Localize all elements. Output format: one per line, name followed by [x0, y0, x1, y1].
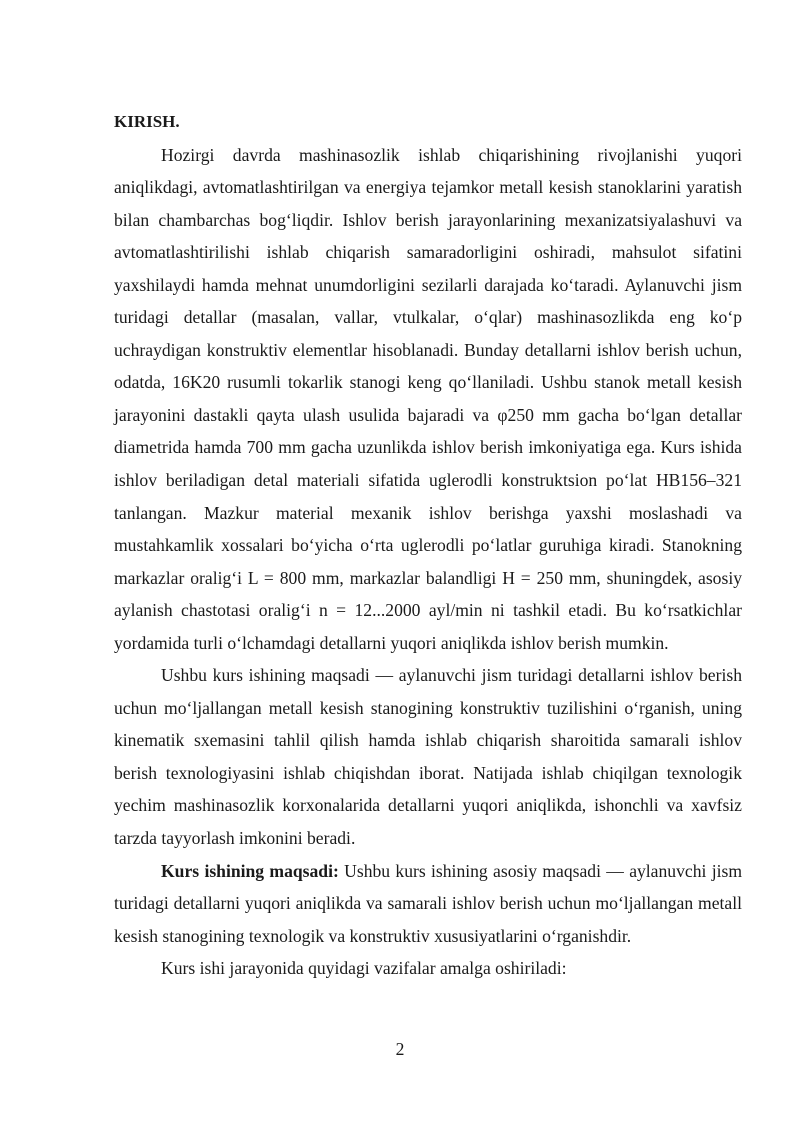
intro-paragraph: Hozirgi davrda mashinasozlik ishlab chiqarishining rivojlanishi yuqori aniqlikdagi, avtomatlashtirilgan va energiya tejamkor metall kesish stanoklarini yaratish bilan chambarchas bog‘liqdir. Ishlov berish jarayonlarining mexanizatsiyalashuvi va avtomatlashtirilishi ishlab chiqarish samaradorligini oshiradi, mahsulot sifatini yaxshilaydi hamda mehnat unumdorligini sezilarli darajada ko‘taradi. Aylanuvchi jism turidagi detallar (masalan, vallar, vtulkalar, o‘qlar) mashinasozlikda eng ko‘p uchraydigan konstruktiv elementlar hisoblanadi. Bunday detallarni ishlov berish uchun, odatda, 16K20 rusumli tokarlik stanogi keng qo‘llaniladi. Ushbu stanok metall kesish jarayonini dastakli qayta ulash usulida bajaradi va φ250 mm gacha bo‘lgan detallar diametrida hamda 700 mm gacha uzunlikda ishlov berish imkoniyatiga ega. Kurs ishida ishlov beriladigan detal materiali sifatida uglerodli konstruktsion po‘lat HB156–321 tanlangan. Mazkur material mexanik ishlov berishga yaxshi moslashadi va mustahkamlik xossalari bo‘yicha o‘rta uglerodli po‘latlar guruhiga kiradi. Stanokning markazlar oralig‘i L = 800 mm, markazlar balandligi H = 250 mm, shuningdek, asosiy aylanish chastotasi oralig‘i n = 12...2000 ayl/min ni tashkil etadi. Bu ko‘rsatkichlar yordamida turli o‘lchamdagi detallarni yuqori aniqlikda ishlov berish mumkin.	[114, 144, 742, 653]
page-content	[114, 106, 742, 985]
tasks-intro: Kurs ishi jarayonida quyidagi vazifalar amalga oshiriladi:	[161, 958, 567, 979]
purpose-paragraph: Ushbu kurs ishining maqsadi — aylanuvchi jism turidagi detallarni ishlov berish uchun mo‘ljallangan metall kesish stanogining konstruktiv tuzilishini o‘rganish, uning kinematik sxemasini tahlil qilish hamda ishlab chiqarish sharoitida samarali ishlov berish texnologiyasini ishlab chiqishdan iborat. Natijada ishlab chiqilgan texnologik yechim mashinasozlik korxonalarida detallarni yuqori aniqlikda, ishonchli va xavfsiz tarzda tayyorlash imkonini beradi.	[114, 665, 742, 849]
section-heading: KIRISH.	[114, 112, 180, 131]
goal-paragraph	[114, 855, 742, 953]
goal-lead: Kurs ishining maqsadi:	[161, 860, 339, 881]
page-number: 2	[395, 1039, 405, 1059]
goal-text: Ushbu kurs ishining asosiy maqsadi — aylanuvchi jism turidagi detallarni yuqori aniqlikda va samarali ishlov berish uchun mo‘ljallangan metall kesish stanogining texnologik va konstruktiv xususiyatlarini o‘rganishdir.	[114, 860, 743, 946]
